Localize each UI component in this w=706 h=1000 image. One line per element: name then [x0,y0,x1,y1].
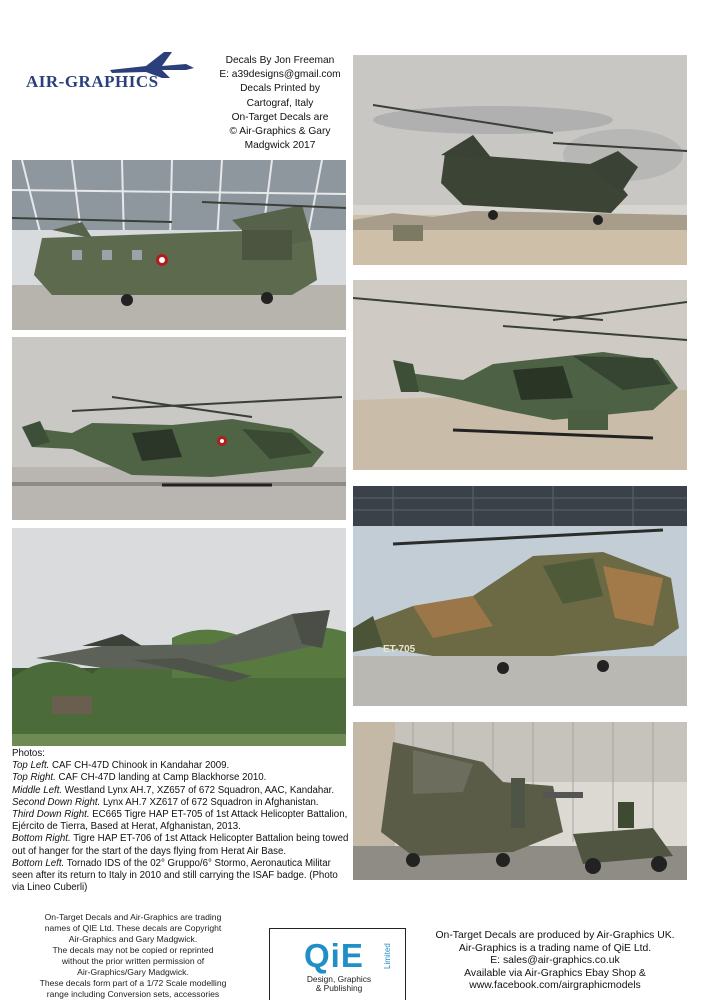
contact-email[interactable]: E: sales@air-graphics.co.uk [490,955,620,967]
captions-heading: Photos: [12,748,45,759]
photo-captions [12,748,352,894]
credit-line: © Air-Graphics & Gary [229,126,331,138]
contact-line: Available via Air-Graphics Ebay Shop & [464,967,646,979]
contact-line: Air-Graphics is a trading name of QiE Ltd. [458,942,652,954]
credit-line: Decals By Jon Freeman [225,55,335,66]
caption-middle-left: Middle Left. Westland Lynx AH.7, XZ657 of 672 Squadron, AAC, Kandahar. [12,784,335,796]
legal-line: range including Conversion sets, accessories [46,989,220,999]
photo-lynx-xz657 [12,337,346,520]
legal-line: without the prior written permission of [61,956,205,966]
caption-bottom-right: Bottom Right. Tigre HAP ET-706 of 1st Attack Helicopter Battalion being towed out of hanger for the start of the days flying from Herat Air Base. [12,833,349,857]
legal-line: names of QIE Ltd. These decals are Copyright [44,923,222,933]
photo-tornado [12,528,346,746]
photo-tigre-et705 [353,486,687,706]
copyright-notice [30,912,236,1000]
caption-second-down-right: Second Down Right. Lynx AH.7 XZ617 of 672 Squadron in Afghanistan. [12,796,319,808]
photo-chinook-landing [353,55,687,265]
photo-tigre-towed [353,722,687,880]
legal-line: Air-Graphics and Gary Madgwick. [68,934,198,944]
contact-line: On-Target Decals are produced by Air-Graphics UK. [435,930,675,941]
credits-block [206,54,354,153]
legal-line: On-Target Decals and Air-Graphics are trading [44,912,222,922]
photo-lynx-xz617 [353,280,687,470]
facebook-link[interactable]: www.facebook.com/airgraphicmodels [469,980,641,992]
credit-email[interactable]: E: a39designs@gmail.com [219,69,341,81]
aircraft-marking-label: ET-705 [383,644,416,655]
credit-line: Decals Printed by [240,83,320,95]
logo-text: AIR-GRAPHICS [26,72,159,91]
credit-line: On-Target Decals are [231,111,329,123]
qie-tagline: Design, Graphics & Publishing [306,974,372,994]
air-graphics-logo [26,48,176,92]
caption-top-left: Top Left. CAF CH-47D Chinook in Kandahar 2009. [12,760,230,772]
photo-chinook-hangar [12,160,346,330]
qie-limited-label: Limited [383,943,392,969]
legal-line: Air-Graphics/Gary Madgwick. [77,967,189,977]
caption-third-down-right: Third Down Right. EC665 Tigre HAP ET-705 of 1st Attack Helicopter Battalion, Ejército de Tierra, Based at Herat, Afghanistan, 2013. [12,809,348,833]
legal-line: The decals may not be copied or reprinted [52,945,214,955]
legal-line: These decals form part of a 1/72 Scale modelling [39,978,227,988]
caption-top-right: Top Right. CAF CH-47D landing at Camp Blackhorse 2010. [12,772,267,784]
contact-block [410,930,700,993]
credit-line: Cartograf, Italy [246,97,314,109]
caption-bottom-left: Bottom Left. Tornado IDS of the 02° Gruppo/6° Stormo, Aeronautica Militar seen after its return to Italy in 2010 and still carrying the ISAF badge. (Photo via Lineo Cuberli) [12,857,338,894]
qie-logo-box [269,928,406,1000]
credit-line: Madgwick 2017 [244,140,316,152]
qie-logo: QiE [304,937,364,974]
